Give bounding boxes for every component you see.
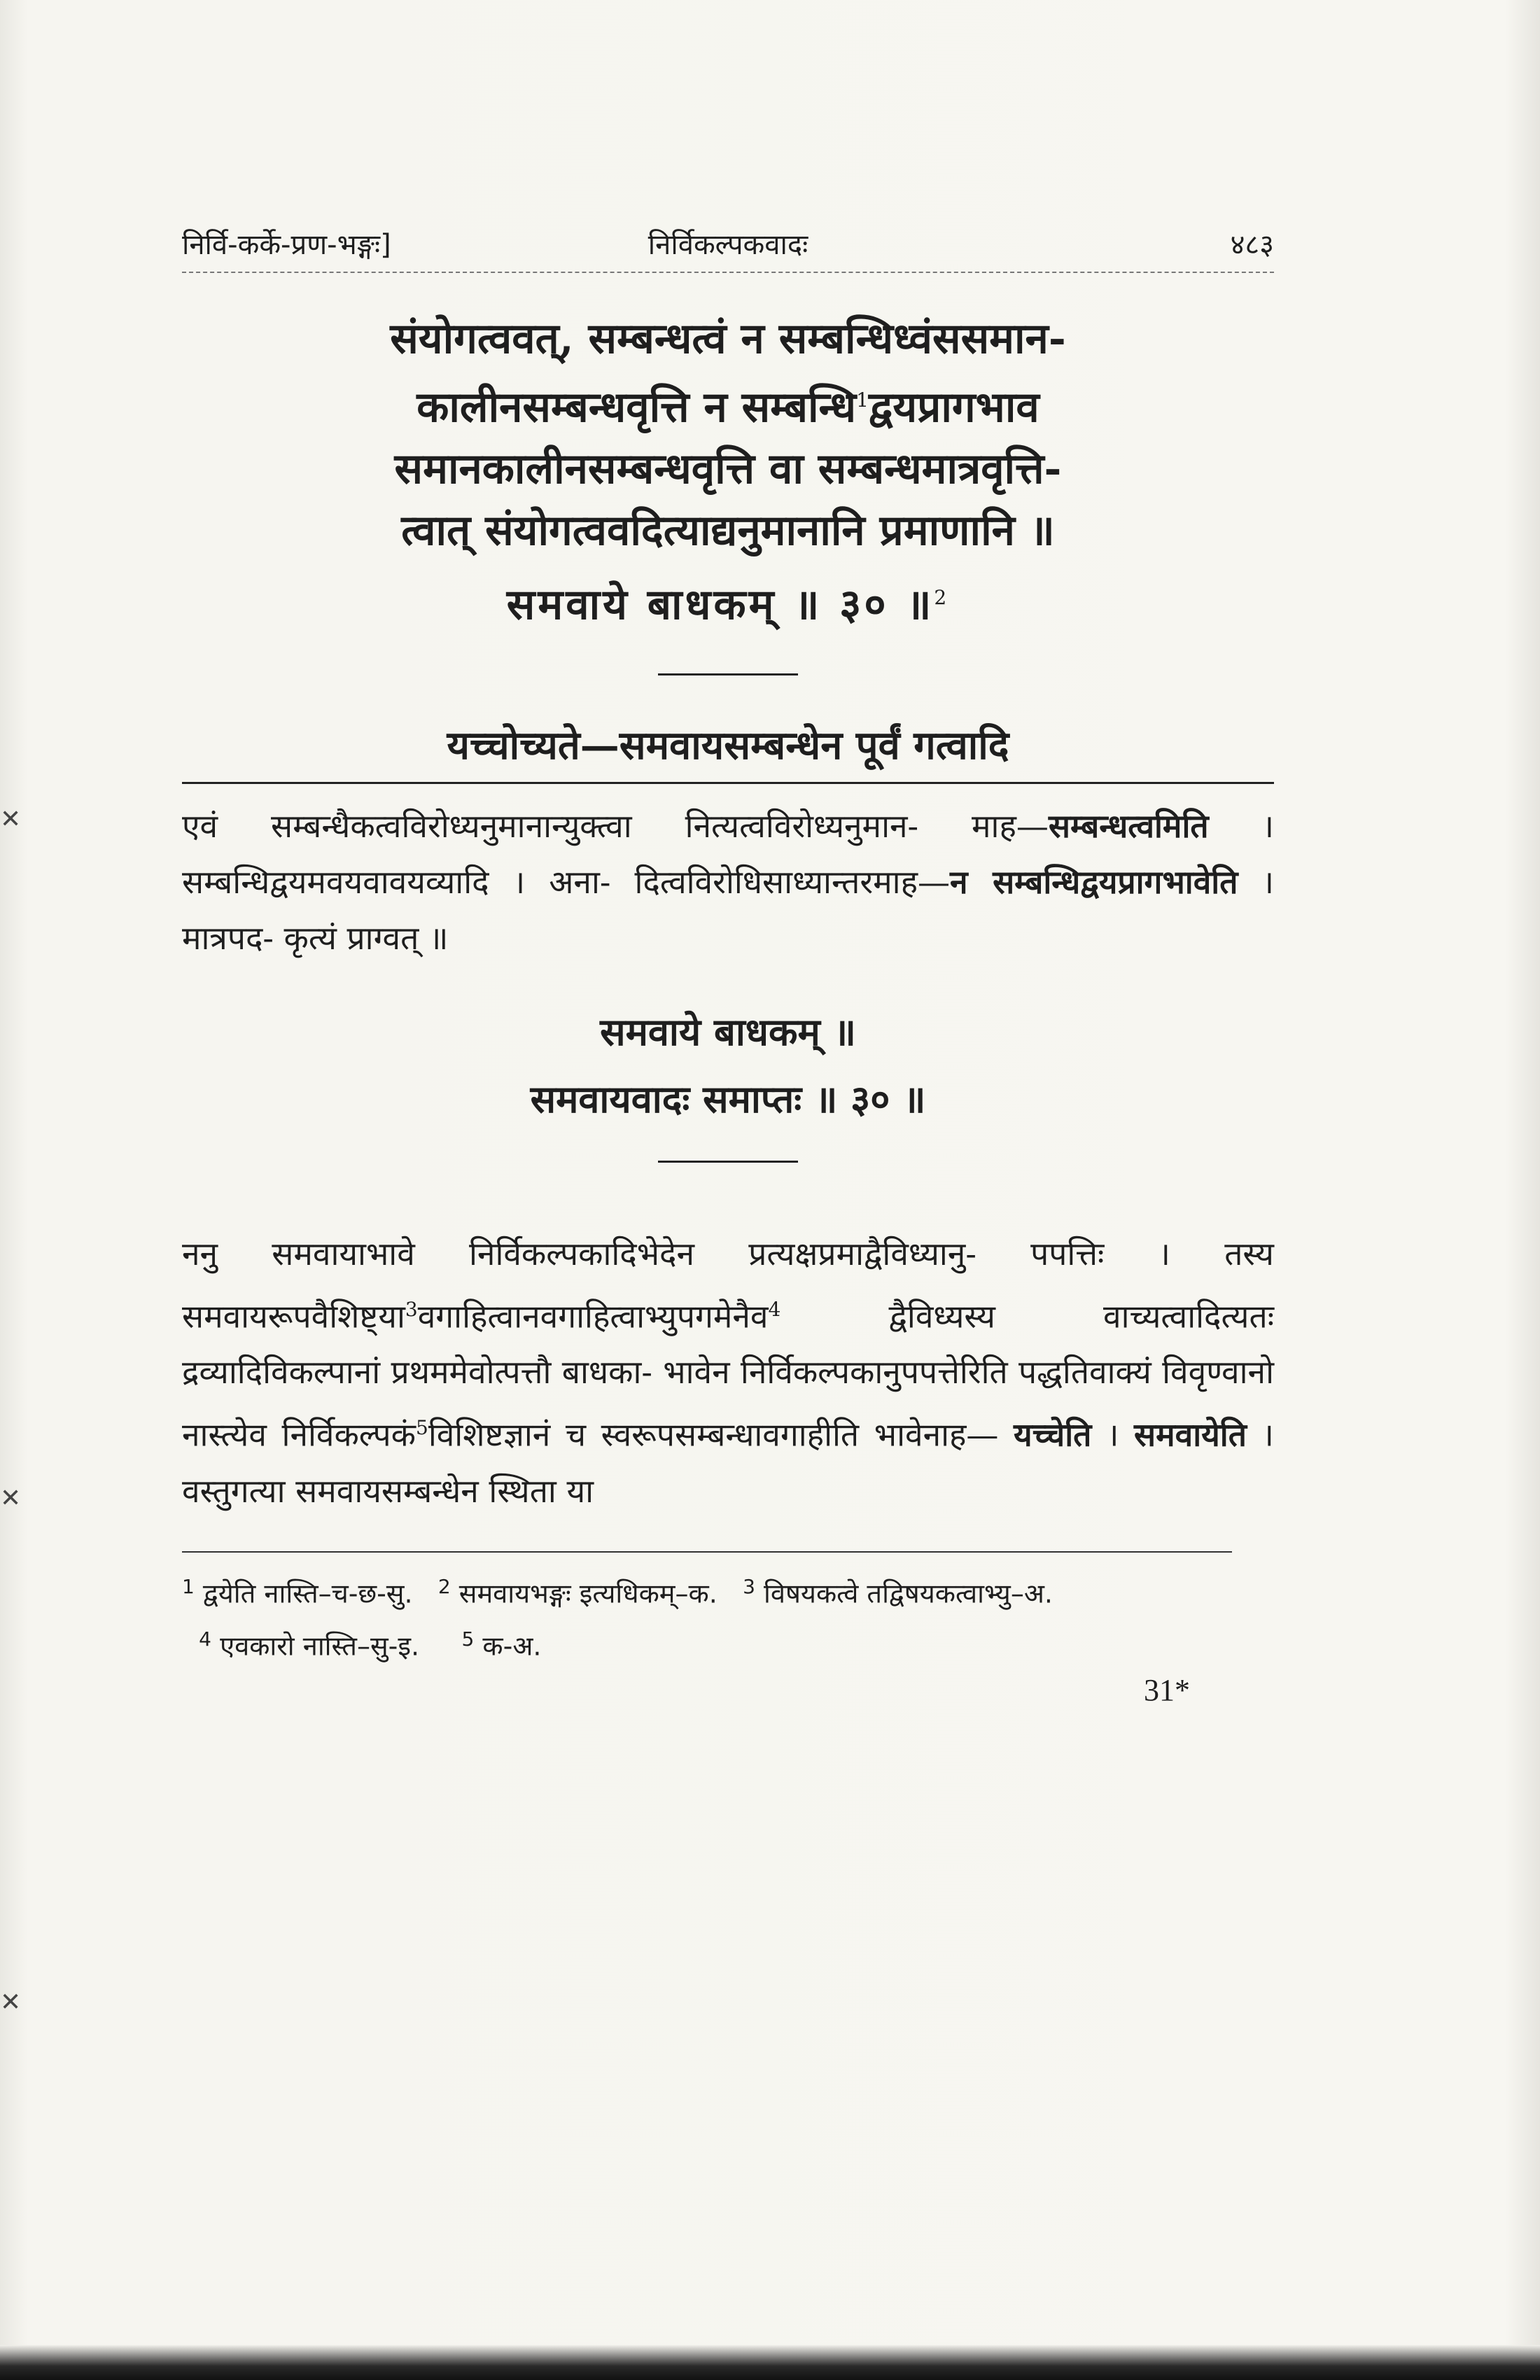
section-divider (658, 1161, 798, 1163)
verse-block (182, 308, 1274, 561)
verse-line-text: द्वयप्रागभाव (868, 383, 1040, 432)
section-end-line: समवायवादः समाप्तः ॥ ३० ॥ (530, 1077, 926, 1121)
section-end (182, 998, 1274, 1133)
verse-line-text: कालीनसम्बन्धवृत्ति न सम्बन्धि (416, 383, 857, 432)
signature-row (182, 1670, 1274, 1718)
footnote-line (182, 1616, 1274, 1670)
bold-text: समवायेति (1134, 1415, 1247, 1454)
text: । मात्रपद- कृत्यं प्राग्वत् ॥ (182, 863, 1274, 957)
verse-title (182, 574, 1274, 631)
running-head-left: निर्वि-कर्के-प्रण-भङ्गः] (182, 229, 391, 261)
binding-mark: ✕ (0, 1988, 22, 2017)
footnote-text: क-अ. (482, 1630, 542, 1662)
running-head-title: निर्विकल्पकवादः (648, 229, 808, 261)
footnote-text: विषयकत्वे तद्विषयकत्वाभ्यु–अ. (763, 1578, 1053, 1609)
bold-text: न सम्बन्धिद्वयप्रागभावेति (950, 863, 1238, 901)
commentary-paragraph (182, 798, 1274, 966)
page-content (182, 210, 1274, 1718)
footnote-text: एवकारो नास्ति–सु-इ. (220, 1630, 420, 1662)
footnote-rule (182, 1551, 1232, 1553)
header-rule (182, 272, 1274, 277)
commentary-paragraph (182, 1226, 1274, 1519)
footnote-number: 1 (182, 1574, 195, 1598)
verse-title-text: समवाये बाधकम् ॥ ३० ॥ (506, 580, 934, 629)
footnotes (182, 1564, 1274, 1670)
footnote-ref: 3 (405, 1298, 418, 1321)
footnote-text: समवायभङ्गः इत्यधिकम्–क. (458, 1578, 718, 1609)
section-end-line: समवाये बाधकम् ॥ (600, 1009, 856, 1054)
verse-line: त्वात् संयोगत्ववदित्याद्यनुमानानि प्रमाणानि ॥ (401, 506, 1055, 555)
text: द्वैविध्यस्य वाच्यत्वादित्यतः द्रव्यादिविकल्पानां प्रथममेवोत्पत्तौ बाधका- भावेन निर्विकल्पकानुपपत्तेरिति पद्धतिवाक्यं विवृण्वानो नास्त्येव निर्विकल्पकं (182, 1297, 1274, 1454)
verse-line: समानकालीनसम्बन्धवृत्ति वा सम्बन्धमात्रवृत्ति- (394, 444, 1062, 493)
bold-text: यच्चेति (1014, 1415, 1092, 1454)
page-number: ४८३ (1230, 229, 1274, 261)
footnote-line (182, 1564, 1274, 1617)
footnote-ref: 2 (934, 586, 950, 609)
text: ननु समवायाभावे निर्विकल्पकादिभेदेन प्रत्यक्षप्रमाद्वैविध्यानु- पपत्तिः । तस्य समवायरूपवैशिष्ट्या (182, 1235, 1274, 1336)
verse-line: संयोगत्ववत्, सम्बन्धत्वं न सम्बन्धिध्वंससमान- (390, 314, 1066, 363)
text: विशिष्टज्ञानं च स्वरूपसम्बन्धावगाहीति भावेनाह— (428, 1415, 999, 1454)
scan-edge-shadow (0, 2345, 1540, 2380)
footnote-text: द्वयेति नास्ति–च-छ-सु. (202, 1578, 413, 1609)
text: । सम्बन्धिद्वयमवयवावयव्यादि । अना- दित्वविरोधिसाध्यान्तरमाह— (182, 807, 1275, 901)
text: । (1107, 1415, 1119, 1454)
verse-line (182, 370, 1274, 438)
footnote-number: 2 (438, 1574, 451, 1598)
section-divider (658, 673, 798, 676)
printer-signature: 31* (1144, 1672, 1190, 1707)
footnote-number: 4 (199, 1628, 211, 1651)
pratika-heading: यच्चोच्यते—समवायसम्बन्धेन पूर्वं गत्वादि (447, 722, 1009, 769)
binding-mark: ✕ (0, 1484, 22, 1513)
footnote-number: 3 (743, 1574, 755, 1598)
text: वगाहित्वानवगाहित्वाभ्युपगमेनैव (417, 1297, 769, 1336)
footnote-ref: 4 (768, 1298, 781, 1321)
pratika-rule (182, 782, 1274, 784)
footnote-ref: 5 (415, 1416, 428, 1440)
bold-text: सम्बन्धत्वमिति (1048, 807, 1209, 845)
footnote-number: 5 (461, 1628, 475, 1651)
text: एवं सम्बन्धैकत्वविरोध्यनुमानान्युक्त्वा नित्यत्वविरोध्यनुमान- माह— (182, 807, 1049, 845)
binding-mark: ✕ (0, 805, 22, 834)
text: । वस्तुगत्या समवायसम्बन्धेन स्थिता या (182, 1415, 1274, 1510)
footnote-ref: 1 (856, 388, 869, 412)
running-head (182, 210, 1274, 266)
